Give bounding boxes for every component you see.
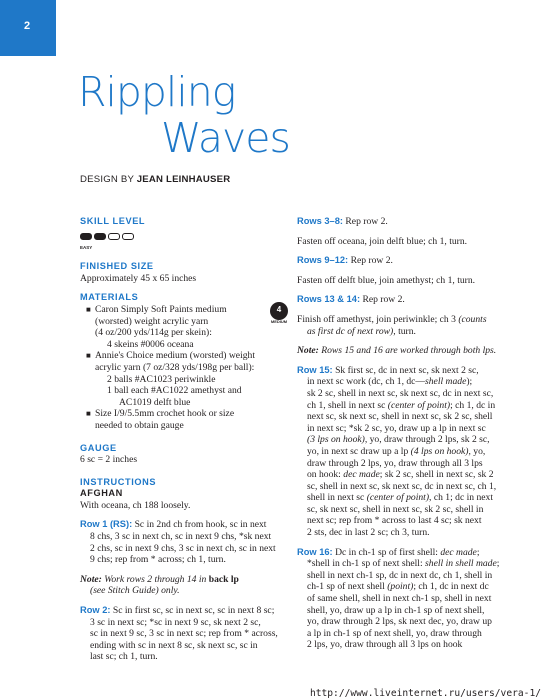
byline-prefix: DESIGN BY [80,174,134,185]
instruction-text: Rep row 2. [350,255,393,267]
skill-level-label: EASY [80,244,93,250]
row-label: Row 2: [80,605,111,616]
instruction-italic: (center of point) [387,399,451,411]
instruction-text: ; sk 2 sc, shell in next sc, sk 2 [379,469,494,481]
instruction-italic: (3 lps on hook), [307,434,368,446]
instructions-heading: INSTRUCTIONS [80,476,157,487]
note-emphasis: back lp [208,573,239,585]
skill-level-segment [122,233,134,240]
instruction-text: 2 sts, dec in last 2 sc; ch 3, turn. [307,527,430,539]
instruction-text: Sc in first sc, sc in next sc, sc in next 8 sc; [112,605,275,617]
instruction-text: 3 sc in next sc; *sc in next 9 sc, sk next 2 sc, [90,616,261,628]
note-back-loop [80,574,280,597]
finished-size-text: Approximately 45 x 65 inches [80,272,197,284]
instruction-text: yo, draw through 2 lps, sk next dec, yo, draw up [307,616,492,628]
instruction-text: ; [476,546,480,558]
instruction-text: ); [466,376,473,388]
instruction-text: of same shell, shell in next ch-1 sp, shell in next [307,593,492,605]
instruction-text: shell in next sc [307,492,365,504]
material-line: Annie's Choice medium (worsted) weight [95,350,255,362]
instruction-text: 2 chs, sc in next 9 chs, 3 sc in next ch, sc in next [90,542,276,554]
fasten-off-text: Fasten off delft blue, join amethyst; ch 1, turn. [297,274,476,286]
instruction-text: ; [496,558,500,570]
material-line: (4 oz/200 yds/114g per skein): [95,327,212,339]
instruction-text: yo, [473,445,486,457]
fasten-off-text: Fasten off oceana, join delft blue; ch 1, turn. [297,235,468,247]
right-column [297,216,512,651]
instruction-text: 9 chs; rep from * across; ch 1, turn. [90,554,226,566]
instruction-text: *shell in ch-1 sp of next shell: [307,558,423,570]
instruction-text: shell, yo, draw up a lp in ch-1 sp of next shell, [307,604,485,616]
row-16-instruction [297,547,512,651]
yarn-weight-number: 4 [276,305,282,315]
instruction-text: Sk first sc, dc in next sc, sk next 2 sc, [335,364,479,376]
row-label: Row 16: [297,546,333,557]
instruction-italic: shell made [425,376,467,388]
material-line: acrylic yarn (7 oz/328 yds/198g per ball): [95,361,255,373]
materials-heading: MATERIALS [80,292,139,303]
instruction-text: ch 1, shell in next sc [307,399,386,411]
material-item [80,304,280,350]
note-text: (see Stitch Guide) only. [90,585,180,597]
title-line-1: Rippling [78,68,236,116]
note-text: Rows 15 and 16 are worked through both lps. [321,345,497,357]
instruction-text: next sc, sk next sc, shell in next sc, sk 2 sc, shell [307,411,493,423]
material-line: needed to obtain gauge [95,419,184,431]
yarn-weight-label: MEDIUM [270,319,288,325]
instruction-text: , ch 1; dc in next [429,492,493,504]
instruction-text: 8 chs, 3 sc in next ch, sc in next 9 chs, *sk next [90,531,272,543]
row-label: Rows 13 & 14: [297,294,361,305]
row-label: Rows 3–8: [297,216,343,226]
instruction-text: sc in next 9 sc, 3 sc in next sc; rep from * across, [90,628,278,640]
skill-level-segment [94,233,106,240]
material-line: Caron Simply Soft Paints medium [95,303,227,315]
instruction-italic: dec made [440,546,477,558]
instruction-text: ; ch 1, dc in next dc [413,581,489,593]
instruction-text: sc, sk next sc, shell in next sc, sk 2 sc, shell in [307,503,484,515]
bullet-icon: ■ [86,409,91,419]
skill-level-segment [108,233,120,240]
page-number: 2 [24,20,31,32]
row-15-instruction [297,365,512,539]
designer-name: JEAN LEINHAUSER [136,174,231,185]
row-2-instruction [80,605,280,663]
instruction-text: ; ch 1, dc in [450,399,496,411]
skill-level-meter [80,233,280,240]
instruction-text: 2 lps, yo, draw through all 3 lps on hook [307,639,463,651]
row-label: Row 15: [297,364,333,375]
bullet-icon: ■ [86,304,91,314]
finished-size-heading: FINISHED SIZE [80,261,154,272]
instruction-text: next sc; rep from * across to last 4 sc; sk next [307,515,482,527]
title-line-2: Waves [161,114,290,162]
instruction-italic: shell in shell made [425,558,497,570]
instruction-text: Rep row 2. [362,294,405,306]
instruction-text: Sc in 2nd ch from hook, sc in next [134,519,267,531]
source-url-watermark: http://www.liveinternet.ru/users/vera-1/ [309,688,541,699]
instruction-text: Dc in ch-1 sp of first shell: [335,546,438,558]
row-label: Rows 9–12: [297,255,349,266]
instruction-italic: (point) [387,581,414,593]
materials-section [80,292,288,431]
instruction-italic: (center of point) [366,492,430,504]
instruction-italic: dec made [343,469,380,481]
material-line: Size I/9/5.5mm crochet hook or size [95,408,235,420]
material-line: 2 balls #AC1023 periwinkle [107,373,216,385]
material-item [80,408,280,431]
instruction-text: sk 2 sc, shell in next sc, sk next sc, dc in next sc, [307,387,494,399]
left-column [80,216,288,663]
material-line: 1 ball each #AC1022 amethyst and [107,385,242,397]
instruction-text: yo, draw through 2 lps, sk 2 sc, [369,434,490,446]
instruction-text: draw through 2 lps, yo, draw through all 3 lps [307,457,483,469]
instruction-text: in next sc work (dc, ch 1, dc— [307,376,426,388]
instruction-text: on hook: [307,469,341,481]
skill-level-heading: SKILL LEVEL [80,216,146,226]
row-1-instruction [80,519,280,565]
instruction-text: Finish off amethyst, join periwinkle; ch 3 [297,313,456,325]
material-line: 4 skeins #0006 oceana [107,338,194,350]
page-number-badge [0,0,56,56]
gauge-text: 6 sc = 2 inches [80,454,138,466]
note-label: Note: [80,573,102,585]
note-text: Work rows 2 through 14 in [104,573,207,585]
gauge-heading: GAUGE [80,442,117,453]
bullet-icon: ■ [86,351,91,361]
finish-off-instruction [297,314,512,337]
material-line: (worsted) weight acrylic yarn [95,315,209,327]
instruction-italic: (counts [458,313,487,325]
skill-level-segment [80,233,92,240]
afghan-heading: AFGHAN [80,488,123,499]
instruction-text: shell in next ch-1 sp, dc in next dc, ch 1, shell in [307,569,493,581]
instruction-text: sc, shell in next sc, sk next sc, dc in next sc, ch 1, [307,480,497,492]
designer-byline [80,174,230,185]
instruction-italic: (4 lps on hook), [410,445,471,457]
material-item [80,350,280,408]
instruction-text: a lp in ch-1 sp of next shell, yo, draw through [307,627,482,639]
instruction-italic: as first dc of next row), [307,325,396,337]
afghan-intro: With oceana, ch 188 loosely. [80,499,191,511]
instruction-text: ending with sc in next 8 sc, sk next sc, sc in [90,639,258,651]
note-label: Note: [297,345,319,357]
instruction-text: ch-1 sp of next shell [307,581,385,593]
instruction-text: Rep row 2. [345,216,388,227]
material-line: AC1019 delft blue [119,396,191,408]
row-label: Row 1 (RS): [80,519,133,530]
instruction-text: last sc; ch 1, turn. [90,651,158,663]
instruction-text: turn. [398,325,416,337]
instruction-text: in next sc; *sk 2 sc, yo, draw up a lp in next sc [307,422,486,434]
instruction-text: yo, in next sc draw up a lp [307,445,409,457]
